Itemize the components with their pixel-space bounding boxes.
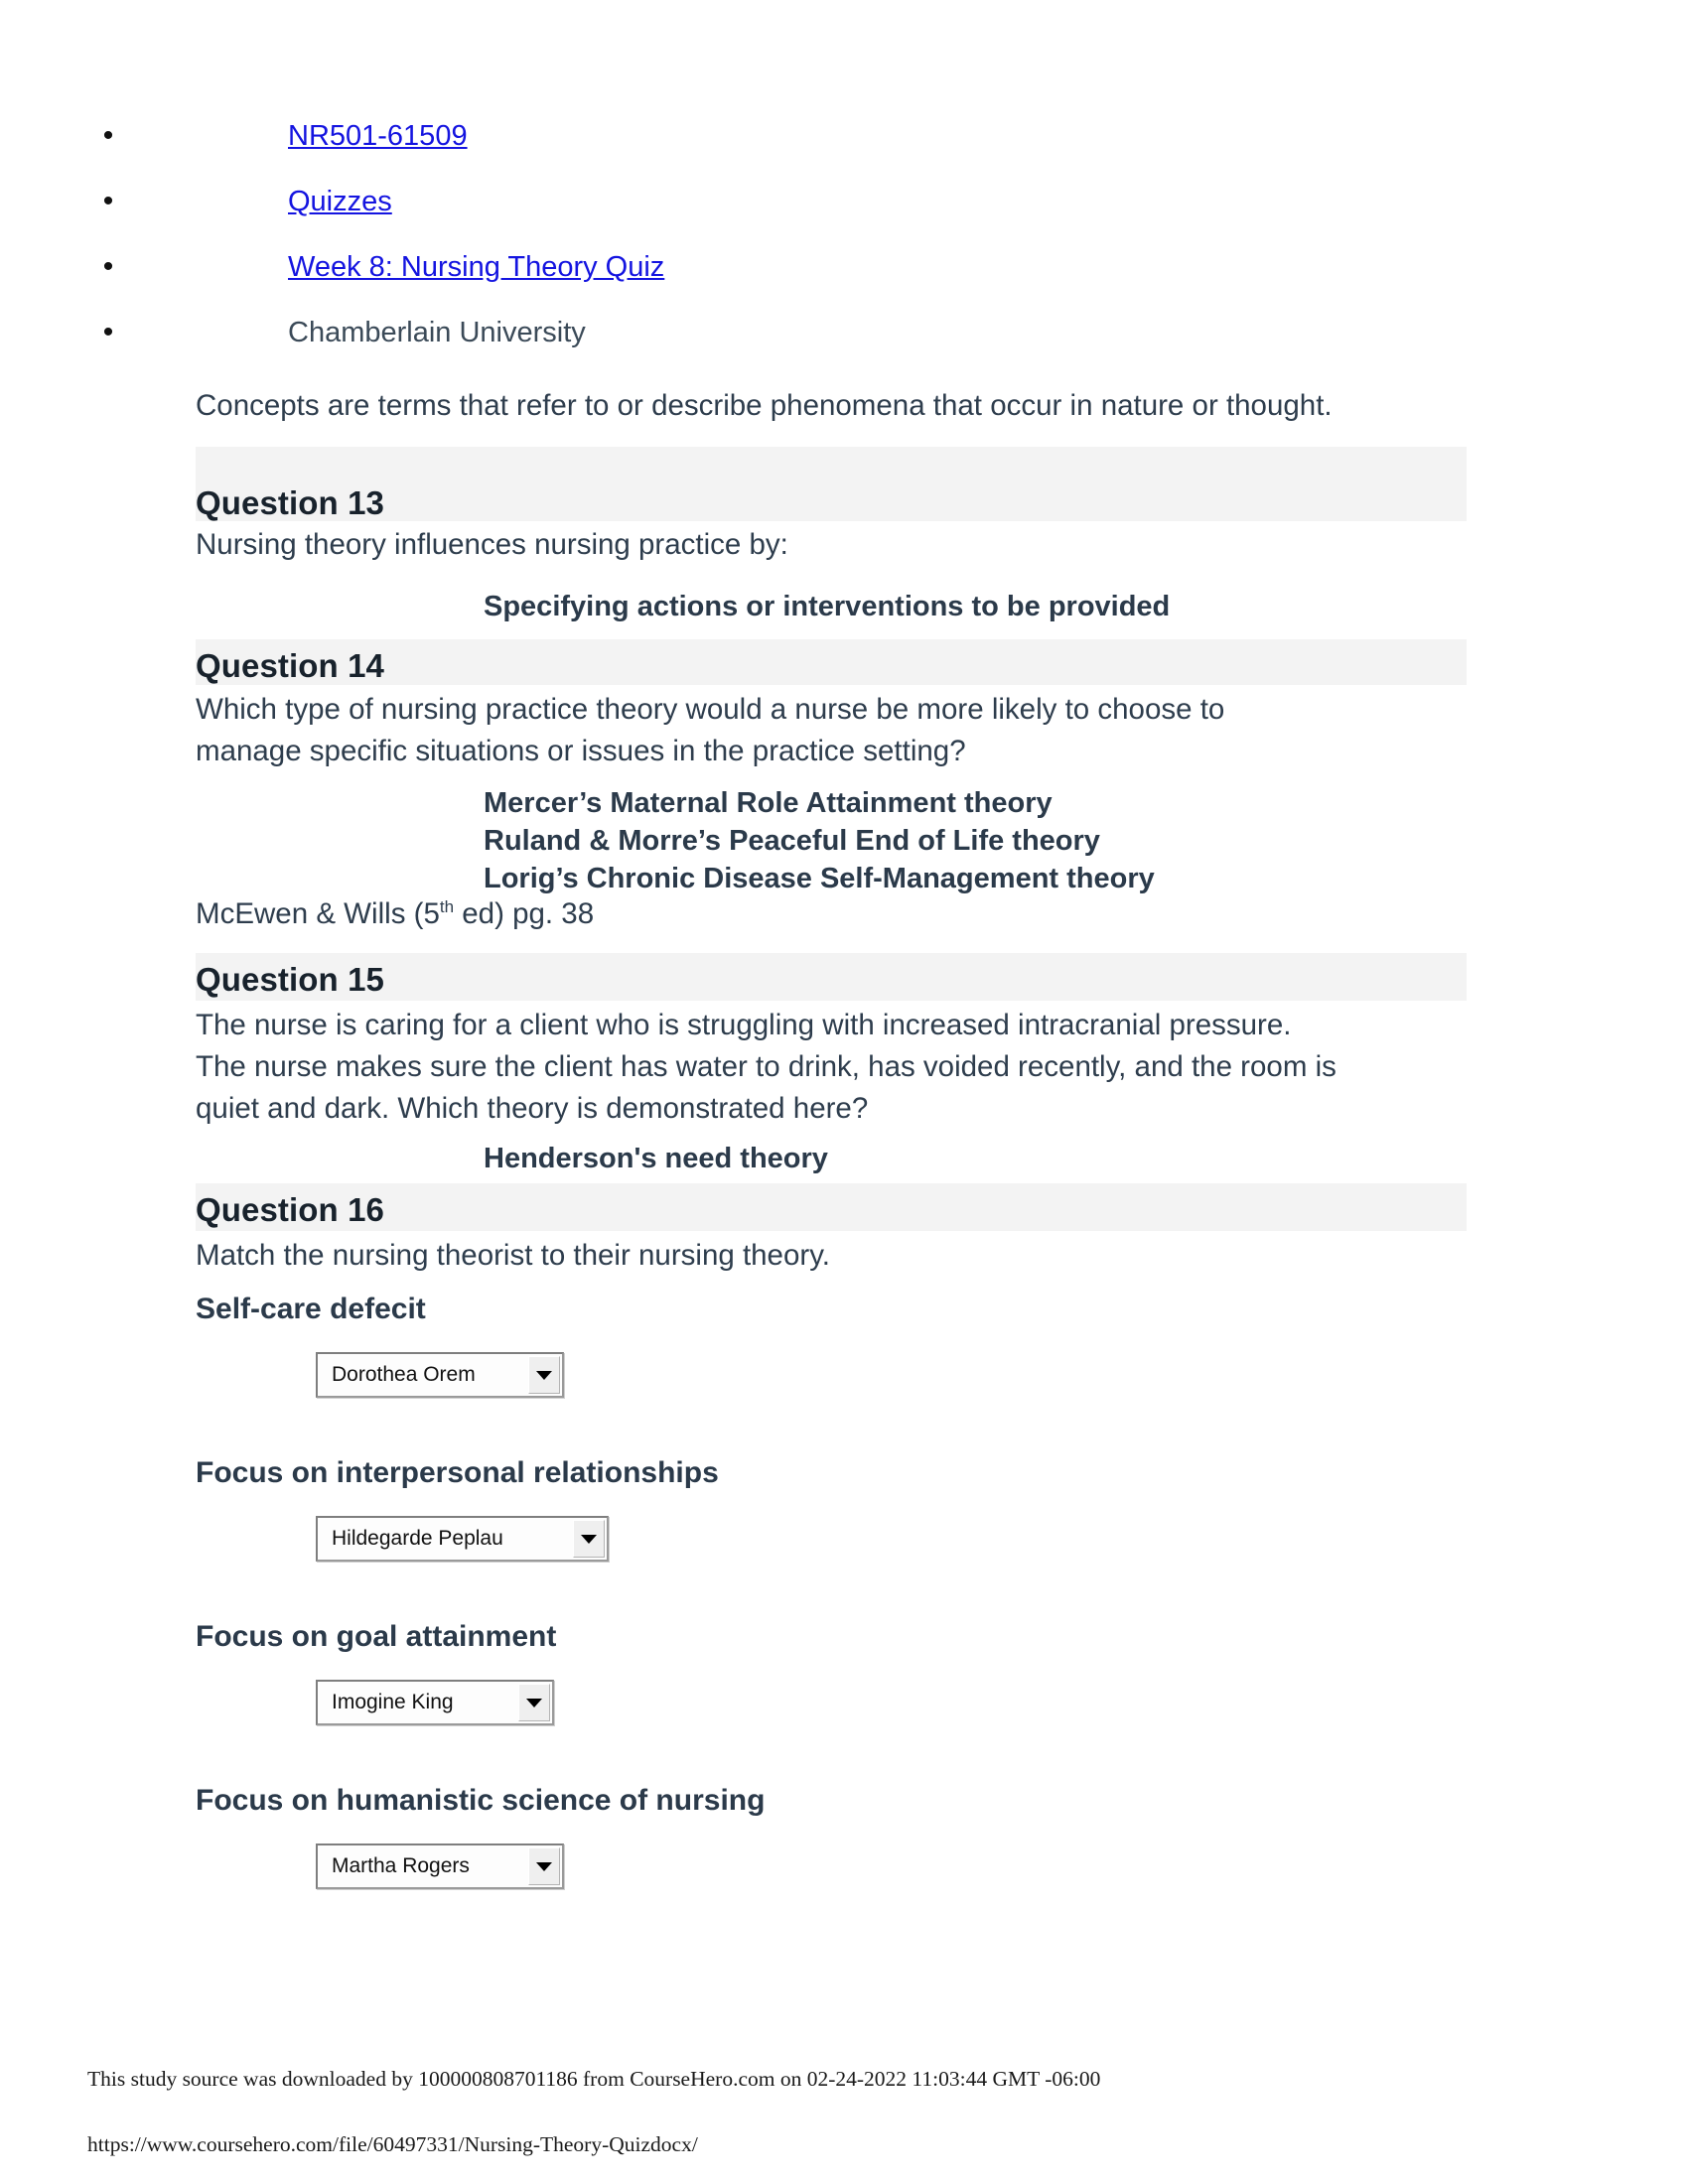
question-13-title: Question 13 [196, 484, 384, 521]
breadcrumb-link-quiz[interactable]: Week 8: Nursing Theory Quiz [288, 251, 665, 283]
download-notice: This study source was downloaded by 100000808701186 from CourseHero.com on 02-24-2022 11:03:44 GMT -06:00 [87, 2067, 1101, 2091]
breadcrumb-link-course[interactable]: NR501-61509 [288, 120, 468, 152]
question-14-title: Question 14 [196, 647, 384, 684]
question-15-answer: Henderson's need theory [484, 1143, 828, 1174]
chevron-down-icon[interactable] [528, 1356, 560, 1394]
question-15-band [196, 953, 1467, 1001]
question-14-band [196, 639, 1467, 685]
match-dropdown-value: Imogine King [332, 1691, 454, 1713]
question-14-citation [196, 897, 594, 931]
question-14-answer: Mercer’s Maternal Role Attainment theory [484, 787, 1053, 819]
question-14-answer: Lorig’s Chronic Disease Self-Management theory [484, 863, 1155, 894]
chevron-down-icon[interactable] [528, 1847, 560, 1885]
match-dropdown-self-care[interactable] [316, 1352, 564, 1398]
match-dropdown-value: Dorothea Orem [332, 1363, 476, 1386]
chevron-down-icon[interactable] [573, 1520, 605, 1558]
question-13-prompt-line: Nursing theory influences nursing practice by: [196, 528, 788, 561]
intro-paragraph: Concepts are terms that refer to or describe phenomena that occur in nature or thought. [196, 389, 1333, 422]
breadcrumb [99, 117, 1390, 348]
question-14-prompt-line: Which type of nursing practice theory would a nurse be more likely to choose to [196, 693, 1225, 726]
source-url: https://www.coursehero.com/file/60497331/Nursing-Theory-Quizdocx/ [87, 2132, 698, 2156]
question-14-prompt-line: manage specific situations or issues in the practice setting? [196, 735, 966, 767]
question-16-prompt [196, 1235, 1486, 1277]
citation-after: ed) pg. 38 [454, 897, 595, 930]
question-15-prompt-line: The nurse is caring for a client who is struggling with increased intracranial pressure. [196, 1009, 1292, 1041]
breadcrumb-text-university: Chamberlain University [288, 317, 586, 348]
match-dropdown-value: Martha Rogers [332, 1854, 470, 1877]
citation-before: McEwen & Wills (5 [196, 897, 440, 930]
question-14-prompt [196, 689, 1486, 772]
match-dropdown-value: Hildegarde Peplau [332, 1527, 503, 1550]
question-14-answer: Ruland & Morre’s Peaceful End of Life theory [484, 825, 1100, 857]
question-16-band [196, 1183, 1467, 1231]
breadcrumb-item-quiz[interactable] [99, 248, 1390, 286]
question-15-prompt-line: The nurse makes sure the client has water to drink, has voided recently, and the room is [196, 1050, 1336, 1083]
question-13-prompt [196, 524, 1486, 566]
question-13-band [196, 447, 1467, 521]
bullet-icon: • [102, 119, 114, 152]
question-15-title: Question 15 [196, 961, 384, 998]
match-dropdown-interpersonal[interactable] [316, 1516, 609, 1562]
question-15-prompt [196, 1005, 1486, 1130]
question-13-answer: Specifying actions or interventions to be provided [484, 591, 1171, 622]
bullet-icon: • [102, 185, 114, 217]
match-label-humanistic: Focus on humanistic science of nursing [196, 1784, 766, 1817]
question-15-prompt-line: quiet and dark. Which theory is demonstrated here? [196, 1092, 869, 1125]
breadcrumb-item-course[interactable] [99, 117, 1390, 155]
citation-superscript: th [439, 897, 455, 917]
match-dropdown-goal-attainment[interactable] [316, 1680, 554, 1725]
breadcrumb-link-quizzes[interactable]: Quizzes [288, 186, 392, 217]
match-dropdown-humanistic[interactable] [316, 1843, 564, 1889]
match-label-goal-attainment: Focus on goal attainment [196, 1620, 557, 1653]
question-16-title: Question 16 [196, 1191, 384, 1228]
breadcrumb-item-university [99, 314, 1390, 351]
match-label-interpersonal: Focus on interpersonal relationships [196, 1456, 719, 1489]
bullet-icon: • [102, 316, 114, 348]
bullet-icon: • [102, 250, 114, 283]
chevron-down-icon[interactable] [518, 1684, 550, 1721]
breadcrumb-item-quizzes[interactable] [99, 183, 1390, 220]
match-label-self-care: Self-care defecit [196, 1293, 426, 1325]
question-16-prompt-line: Match the nursing theorist to their nursing theory. [196, 1239, 830, 1272]
